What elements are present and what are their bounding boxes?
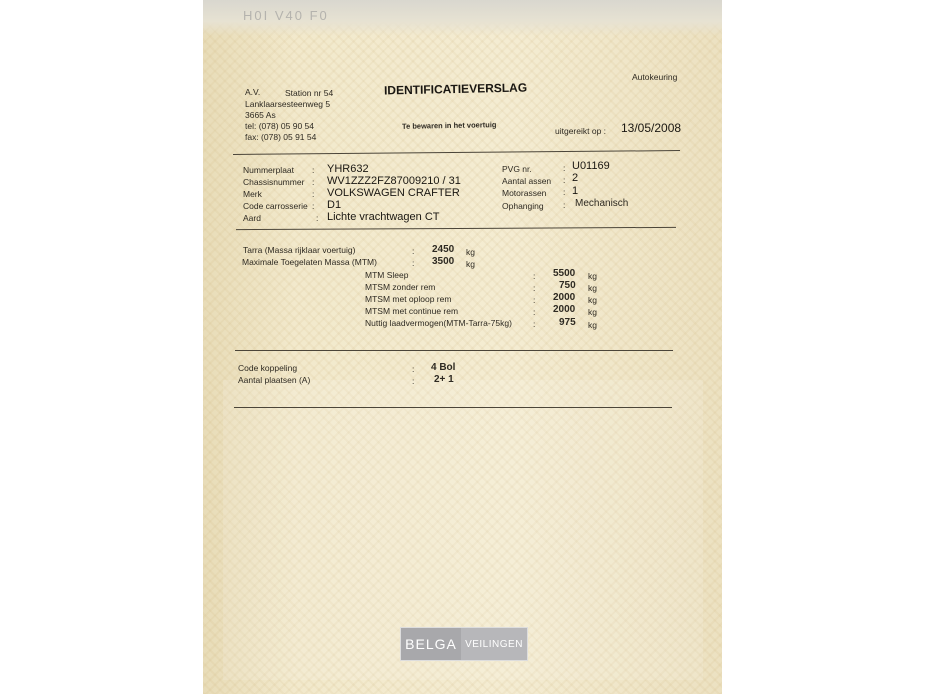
value-code-koppeling: 4 Bol (431, 362, 456, 373)
colon: : (412, 246, 415, 256)
label-aard: Aard (243, 213, 261, 223)
value-aard: Lichte vrachtwagen CT (327, 211, 440, 223)
document-title: IDENTIFICATIEVERSLAG (383, 80, 528, 98)
value-aantal-assen: 2 (572, 172, 579, 184)
colon: : (533, 319, 536, 329)
colon: : (533, 271, 536, 281)
value-mtsm-met-continue-rem: 2000 (553, 304, 576, 315)
label-mtsm-zonder-rem: MTSM zonder rem (365, 282, 436, 292)
label-tarra: Tarra (Massa rijklaar voertuig) (243, 245, 356, 255)
label-mtm: Maximale Toegelaten Massa (MTM) (242, 257, 377, 267)
colon: : (412, 364, 415, 374)
station-number: Station nr 54 (285, 88, 334, 98)
colon: : (312, 201, 315, 211)
unit-mtsm-zonder-rem: kg (588, 283, 597, 293)
value-mtsm-met-oploop-rem: 2000 (553, 292, 576, 303)
colon: : (316, 213, 319, 223)
value-tarra: 2450 (432, 244, 455, 255)
divider-4 (234, 407, 672, 408)
label-code-koppeling: Code koppeling (238, 363, 298, 373)
unit-mtm-sleep: kg (588, 271, 597, 281)
value-aantal-plaatsen: 2+ 1 (434, 374, 454, 385)
value-pvg-nr: U01169 (572, 160, 610, 172)
unit-tarra: kg (466, 247, 475, 257)
top-folded-strip (203, 0, 722, 36)
label-aantal-assen: Aantal assen (502, 176, 552, 186)
label-mtm-sleep: MTM Sleep (365, 270, 409, 280)
issued-label: uitgereikt op : (555, 126, 607, 136)
logo-veilingen: VEILINGEN (461, 628, 527, 660)
logo-belga: BELGA (401, 628, 461, 660)
faded-top-text: H0I V40 F0 (243, 8, 329, 23)
address-city: 3665 As (245, 110, 276, 120)
unit-mtsm-met-oploop-rem: kg (588, 295, 597, 305)
label-mtsm-met-continue-rem: MTSM met continue rem (365, 306, 459, 316)
value-nummerplaat: YHR632 (327, 163, 369, 175)
label-pvg-nr: PVG nr. (502, 164, 532, 174)
phone-number: tel: (078) 05 90 54 (245, 121, 314, 131)
value-mtsm-zonder-rem: 750 (559, 280, 576, 291)
colon: : (563, 175, 566, 185)
divider-3 (235, 350, 673, 351)
label-mtsm-met-oploop-rem: MTSM met oploop rem (365, 294, 452, 304)
value-motorassen: 1 (572, 185, 579, 197)
colon: : (533, 283, 536, 293)
value-ophanging: Mechanisch (575, 198, 629, 209)
value-nuttig-laadvermogen: 975 (559, 317, 576, 328)
unit-nuttig-laadvermogen: kg (588, 320, 597, 330)
colon: : (312, 189, 315, 199)
colon: : (533, 307, 536, 317)
label-code-carrosserie: Code carrosserie (243, 201, 308, 211)
colon: : (563, 200, 566, 210)
colon: : (563, 163, 566, 173)
value-merk: VOLKSWAGEN CRAFTER (327, 187, 460, 199)
label-merk: Merk (243, 189, 262, 199)
unit-mtsm-met-continue-rem: kg (588, 307, 597, 317)
label-nuttig-laadvermogen: Nuttig laadvermogen(MTM-Tarra-75kg) (365, 318, 512, 328)
value-chassisnummer: WV1ZZZ2FZ87009210 / 31 (327, 175, 461, 187)
label-nummerplaat: Nummerplaat (243, 165, 295, 175)
colon: : (312, 177, 315, 187)
belga-veilingen-logo (400, 627, 528, 661)
colon: : (412, 258, 415, 268)
label-ophanging: Ophanging (502, 201, 544, 211)
value-mtm-sleep: 5500 (553, 268, 576, 279)
colon: : (312, 165, 315, 175)
fax-number: fax: (078) 05 91 54 (245, 132, 317, 142)
label-aantal-plaatsen: Aantal plaatsen (A) (238, 375, 311, 385)
unit-mtm: kg (466, 259, 475, 269)
address-street: Lanklaarsesteenweg 5 (245, 99, 331, 109)
document-subtitle: Te bewaren in het voertuig (401, 120, 497, 131)
colon: : (563, 187, 566, 197)
value-code-carrosserie: D1 (327, 199, 342, 211)
label-chassisnummer: Chassisnummer (243, 177, 305, 187)
org-label: A.V. (245, 87, 261, 97)
value-mtm: 3500 (432, 256, 455, 267)
label-motorassen: Motorassen (502, 188, 547, 198)
top-right-label: Autokeuring (632, 72, 678, 82)
colon: : (412, 376, 415, 386)
issued-date: 13/05/2008 (621, 121, 682, 135)
colon: : (533, 295, 536, 305)
